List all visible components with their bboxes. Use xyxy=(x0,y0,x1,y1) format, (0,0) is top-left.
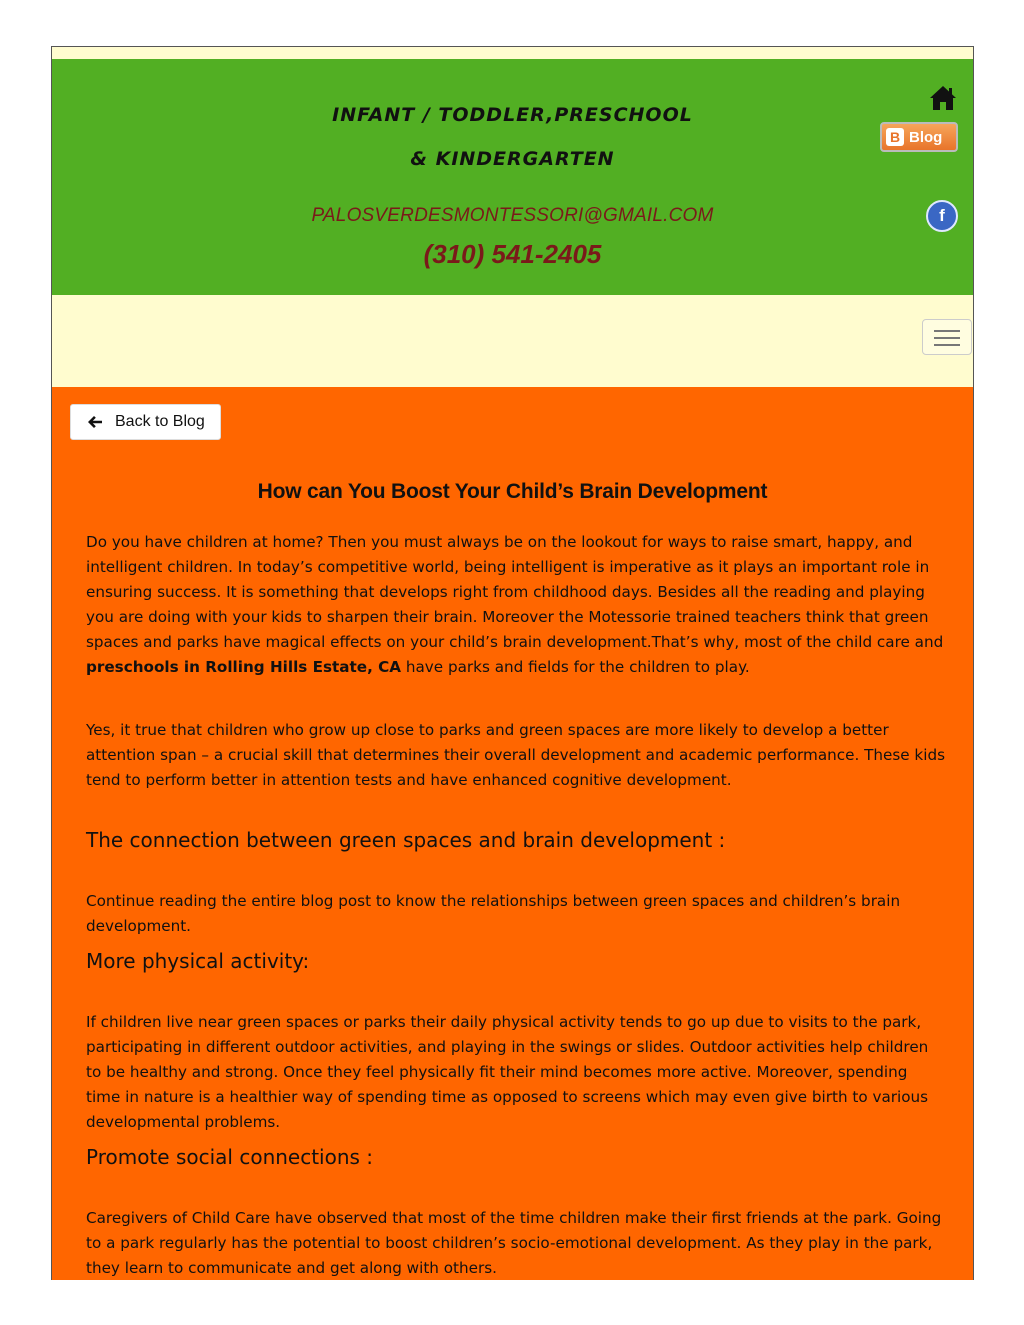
paragraph-social-connections: Caregivers of Child Care have observed that most of the time children make their first friends at the park. Going to a park regularly has the potential to boost children’s socio-emotional development. As they play in the park, they learn to communicate and get along with others. xyxy=(86,1209,942,1277)
paragraph-physical-activity: If children live near green spaces or parks their daily physical activity tends to go up due to visits to the park, participating in different outdoor activities, and playing in the swings or slides. Outdoor activities help children to be healthy and strong. Once they feel physically fit their mind becomes more active. Moreover, spending time in nature is a healthier way of spending time as opposed to screens which may even give birth to various developmental problems. xyxy=(86,1013,929,1131)
paragraph-continue: Continue reading the entire blog post to know the relationships between green spaces and children’s brain development. xyxy=(86,892,901,935)
paragraph-intro-text: Do you have children at home? Then you must always be on the lookout for ways to raise smart, happy, and intelligent children. In today’s competitive world, being intelligent is imperative as it plays an important role in ensuring success. It is something that develops right from childhood days. Besides all the reading and playing you are doing with your kids to sharpen their brain. Moreover the Motessorie trained teachers think that green spaces and parks have magical effects on your child’s brain development.That’s why, most of the child care and xyxy=(86,533,944,651)
contact-phone[interactable]: (310) 541-2405 xyxy=(423,239,602,269)
blog-icon: B xyxy=(886,128,904,146)
programs-line-2: & KINDERGARTEN xyxy=(410,148,615,170)
article-content xyxy=(52,387,973,1280)
programs-line-1: INFANT / TODDLER,PRESCHOOL xyxy=(332,104,693,126)
arrow-left-icon xyxy=(87,415,103,429)
menu-icon-bar xyxy=(934,337,960,339)
page-frame xyxy=(51,46,974,1280)
article-title: How can You Boost Your Child’s Brain Development xyxy=(257,480,768,503)
blog-button[interactable] xyxy=(880,122,958,152)
home-icon[interactable] xyxy=(928,83,958,113)
heading-connection: The connection between green spaces and brain development : xyxy=(86,828,726,852)
heading-social-connections: Promote social connections : xyxy=(86,1145,374,1169)
site-header xyxy=(52,59,973,295)
contact-email[interactable]: PALOSVERDESMONTESSORI@GMAIL.COM xyxy=(311,205,714,226)
facebook-icon[interactable]: f xyxy=(926,200,958,232)
paragraph-attention: Yes, it true that children who grow up close to parks and green spaces are more likely to develop a better attention span – a crucial skill that determines their overall development and academic performance. These kids tend to perform better in attention tests and have enhanced cognitive development. xyxy=(86,721,945,789)
back-to-blog-button[interactable] xyxy=(70,404,221,440)
back-to-blog-label: Back to Blog xyxy=(115,413,205,430)
preschools-link[interactable]: preschools in Rolling Hills Estate, CA xyxy=(86,658,402,676)
menu-icon-bar xyxy=(934,344,960,346)
paragraph-intro xyxy=(86,530,946,680)
menu-toggle-button[interactable] xyxy=(922,319,972,355)
menu-icon-bar xyxy=(934,330,960,332)
heading-physical-activity: More physical activity: xyxy=(86,949,310,973)
paragraph-intro-end: have parks and fields for the children to play. xyxy=(401,658,750,676)
blog-button-label: Blog xyxy=(909,128,943,146)
